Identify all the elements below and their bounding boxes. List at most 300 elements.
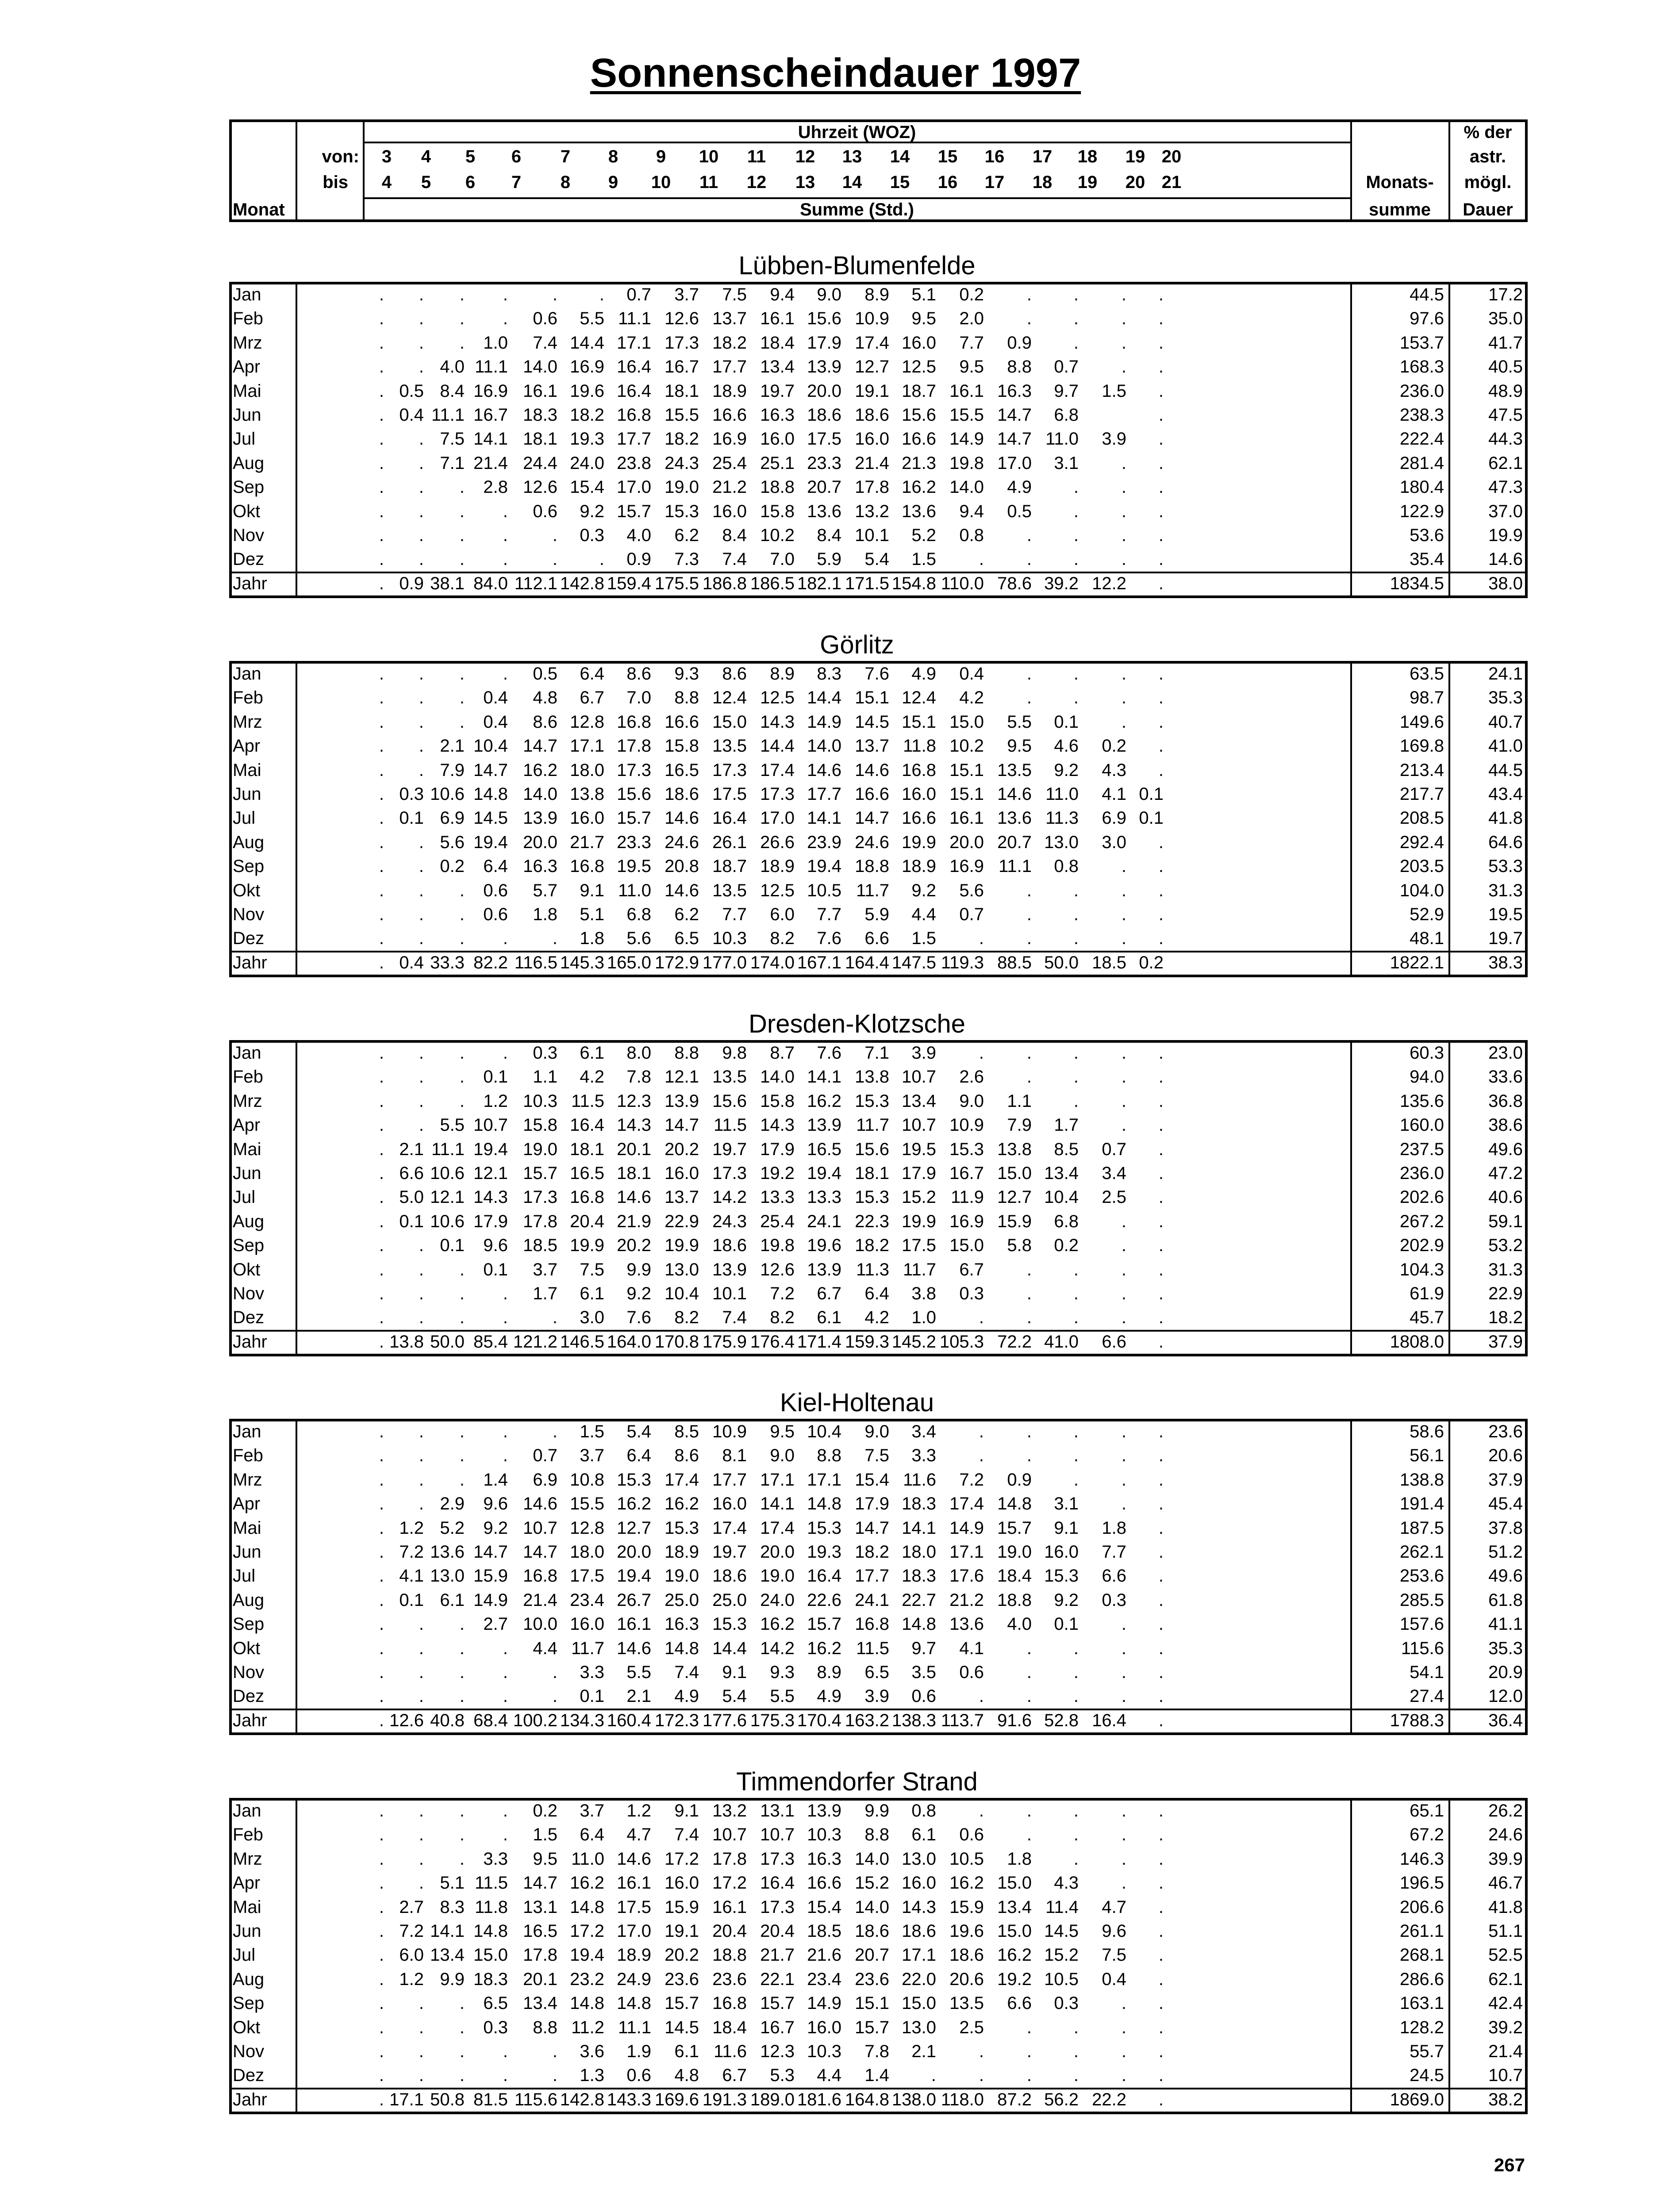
hour-value: . <box>1026 1446 1032 1466</box>
hour-value: 11.1 <box>618 2017 651 2037</box>
percent-value: 38.3 <box>1488 952 1523 972</box>
hour-value: 10.7 <box>760 1825 795 1845</box>
hour-value: . <box>1158 501 1164 521</box>
hour-value: 6.4 <box>864 1284 889 1303</box>
percent-value: 52.5 <box>1488 1945 1523 1965</box>
hour-value: 12.2 <box>1092 573 1126 593</box>
hour-value: 159.3 <box>845 1332 889 1352</box>
hour-value: 16.9 <box>473 381 508 401</box>
hour-value: . <box>1121 309 1126 329</box>
hour-value: . <box>1158 1236 1164 1256</box>
table-divider <box>296 282 297 598</box>
hour-value: 15.9 <box>473 1566 508 1586</box>
hour-value: 6.9 <box>440 808 465 828</box>
hour-value: 23.8 <box>617 453 651 473</box>
hour-value: . <box>379 1945 384 1965</box>
hour-value: 6.1 <box>911 1825 936 1845</box>
hour-value: 14.5 <box>1044 1921 1079 1941</box>
hour-value: 16.3 <box>665 1614 699 1634</box>
hour-value: 24.3 <box>712 1211 747 1231</box>
hour-value: . <box>1121 453 1126 473</box>
hour-value: . <box>503 1825 508 1845</box>
month-label: Mai <box>233 381 261 401</box>
hour-value: . <box>459 1614 465 1634</box>
hour-value: 14.7 <box>523 736 557 756</box>
month-sum: 213.4 <box>1399 760 1444 780</box>
hour-value: . <box>1121 477 1126 497</box>
hour-value: . <box>419 309 424 329</box>
hour-value: 18.2 <box>712 333 747 353</box>
hour-value: 8.3 <box>817 664 841 684</box>
hour-value: 13.4 <box>523 1993 557 2013</box>
hour-value: 16.2 <box>997 1945 1032 1965</box>
hour-value: 16.7 <box>760 2017 795 2037</box>
hour-value: . <box>1158 429 1164 449</box>
hour-value: 4.7 <box>626 1825 651 1845</box>
hour-value: 3.0 <box>1102 832 1126 852</box>
percent-value: 35.3 <box>1488 1638 1523 1658</box>
hour-value: 7.2 <box>399 1921 424 1941</box>
hour-value: 24.1 <box>807 1211 841 1231</box>
hour-value: 68.4 <box>473 1710 508 1730</box>
hour-value: . <box>419 1801 424 1820</box>
hour-value: 7.2 <box>959 1470 984 1490</box>
hour-value: 17.4 <box>760 1518 795 1538</box>
month-label: Feb <box>233 1825 263 1845</box>
hour-value: . <box>1073 880 1079 900</box>
hour-value: . <box>1158 1710 1164 1730</box>
hour-value: 6.9 <box>1102 808 1126 828</box>
hour-value: 0.1 <box>1054 1614 1079 1634</box>
hour-value: 17.4 <box>949 1494 984 1514</box>
percent-value: 49.6 <box>1488 1566 1523 1586</box>
hour-value: 0.6 <box>959 1663 984 1682</box>
hour-value: 5.6 <box>959 880 984 900</box>
hour-value: . <box>459 1686 465 1706</box>
hour-value: 5.5 <box>580 309 604 329</box>
hour-value: 5.0 <box>399 1187 424 1207</box>
month-sum: 63.5 <box>1410 664 1444 684</box>
percent-value: 59.1 <box>1488 1211 1523 1231</box>
hour-to: 9 <box>608 173 618 192</box>
hour-value: 0.1 <box>580 1686 604 1706</box>
hour-value: 143.3 <box>607 2089 651 2109</box>
hour-value: . <box>1158 2066 1164 2085</box>
hour-value: 8.4 <box>440 381 465 401</box>
hour-value: . <box>1158 381 1164 401</box>
hour-value: . <box>379 929 384 949</box>
hour-value: . <box>1121 1067 1126 1087</box>
hour-value: 175.3 <box>750 1710 795 1730</box>
hour-value: 0.3 <box>399 784 424 804</box>
hour-value: . <box>1158 1590 1164 1610</box>
hour-value: . <box>1073 2017 1079 2037</box>
hour-value: 22.6 <box>807 1590 841 1610</box>
hour-value: 9.2 <box>626 1284 651 1303</box>
hour-value: 177.0 <box>702 952 747 972</box>
hour-value: . <box>459 1663 465 1682</box>
hour-value: 84.0 <box>473 573 508 593</box>
hour-value: . <box>459 549 465 569</box>
month-label: Sep <box>233 1993 265 2013</box>
hour-value: 0.2 <box>1139 952 1164 972</box>
hour-value: 6.7 <box>722 2066 747 2085</box>
percent-value: 39.9 <box>1488 1849 1523 1869</box>
table-divider <box>1448 282 1450 598</box>
hour-value: . <box>379 712 384 732</box>
month-label: Jun <box>233 1921 261 1941</box>
hour-value: 15.3 <box>712 1614 747 1634</box>
hour-value: 6.6 <box>1007 1993 1032 2013</box>
hour-value: . <box>379 357 384 377</box>
table-divider <box>1448 1798 1450 2114</box>
hour-value: . <box>599 549 604 569</box>
hour-value: 22.9 <box>665 1211 699 1231</box>
hour-value: . <box>1158 1332 1164 1352</box>
table-divider <box>296 1040 297 1356</box>
hour-value: . <box>1158 1187 1164 1207</box>
hour-value: . <box>379 1801 384 1820</box>
hour-value: . <box>379 453 384 473</box>
hour-value: . <box>1158 2089 1164 2109</box>
hour-value: 16.4 <box>617 381 651 401</box>
hour-value: . <box>1026 1686 1032 1706</box>
hour-value: . <box>1158 573 1164 593</box>
hour-value: . <box>503 1638 508 1658</box>
percent-value: 31.3 <box>1488 1260 1523 1279</box>
hour-value: 0.3 <box>1054 1993 1079 2013</box>
hour-value: 10.9 <box>949 1115 984 1135</box>
hour-value: 19.2 <box>760 1164 795 1183</box>
hour-value: . <box>1026 309 1032 329</box>
hour-value: 2.1 <box>626 1686 651 1706</box>
hour-from: 15 <box>937 147 958 166</box>
hour-value: 21.7 <box>760 1945 795 1965</box>
hour-value: 14.6 <box>665 880 699 900</box>
hour-value: 0.1 <box>399 1211 424 1231</box>
hour-value: 18.6 <box>712 1236 747 1256</box>
hour-value: 16.2 <box>949 1873 984 1893</box>
hour-value: 15.0 <box>473 1945 508 1965</box>
hour-value: . <box>1121 1043 1126 1063</box>
hour-value: 7.4 <box>533 333 557 353</box>
hour-value: 17.3 <box>760 784 795 804</box>
hour-value: 0.9 <box>626 549 651 569</box>
hour-value: 12.7 <box>855 357 889 377</box>
hour-value: . <box>379 2042 384 2061</box>
station-title: Dresden-Klotzsche <box>749 1010 965 1038</box>
hour-value: 0.7 <box>533 1446 557 1466</box>
hour-value: . <box>379 880 384 900</box>
hour-value: . <box>1073 2042 1079 2061</box>
hour-value: 7.3 <box>674 549 699 569</box>
hour-value: 22.0 <box>902 1969 936 1989</box>
hour-value: . <box>459 285 465 304</box>
hour-value: 15.8 <box>760 1091 795 1111</box>
hour-value: 16.1 <box>949 381 984 401</box>
hour-value: . <box>552 285 557 304</box>
hour-value: . <box>1158 905 1164 924</box>
percent-value: 53.2 <box>1488 1236 1523 1256</box>
hour-value: . <box>419 1825 424 1845</box>
hour-value: . <box>1158 1284 1164 1303</box>
hour-value: . <box>552 526 557 545</box>
hour-value: 18.3 <box>473 1969 508 1989</box>
header-pct-2: astr. <box>1469 147 1506 166</box>
hour-value: 16.3 <box>523 856 557 876</box>
hour-value: 18.4 <box>760 333 795 353</box>
hour-value: 0.8 <box>1054 856 1079 876</box>
hour-value: 15.7 <box>617 808 651 828</box>
hour-value: 13.1 <box>523 1897 557 1917</box>
hour-value: . <box>459 1638 465 1658</box>
hour-value: . <box>1121 1091 1126 1111</box>
hour-value: 50.0 <box>1044 952 1079 972</box>
hour-value: . <box>1158 1897 1164 1917</box>
hour-value: 11.5 <box>475 1873 508 1893</box>
hour-value: 15.4 <box>855 1470 889 1490</box>
hour-value: 164.4 <box>845 952 889 972</box>
hour-value: . <box>419 1091 424 1111</box>
hour-value: . <box>979 2066 984 2085</box>
hour-value: 20.8 <box>665 856 699 876</box>
hour-value: 15.8 <box>760 501 795 521</box>
hour-value: 145.2 <box>891 1332 936 1352</box>
hour-value: 2.8 <box>483 477 508 497</box>
hour-value: 13.3 <box>760 1187 795 1207</box>
hour-value: 0.6 <box>959 1825 984 1845</box>
hour-value: 12.3 <box>760 2042 795 2061</box>
hour-value: 9.5 <box>770 1422 795 1441</box>
hour-value: 7.4 <box>722 1308 747 1328</box>
hour-value: 16.2 <box>570 1873 604 1893</box>
hour-value: 6.9 <box>533 1470 557 1490</box>
hour-value: . <box>459 333 465 353</box>
hour-value: 6.2 <box>674 905 699 924</box>
hour-value: 18.6 <box>712 1566 747 1586</box>
percent-value: 24.1 <box>1488 664 1523 684</box>
hour-value: 18.6 <box>665 784 699 804</box>
hour-value: . <box>1121 1993 1126 2013</box>
hour-value: 18.6 <box>855 405 889 425</box>
hour-value: 1.2 <box>626 1801 651 1820</box>
hour-value: 21.4 <box>855 453 889 473</box>
hour-value: 11.3 <box>1045 808 1079 828</box>
hour-value: . <box>1158 929 1164 949</box>
hour-value: . <box>379 1825 384 1845</box>
hour-value: . <box>419 453 424 473</box>
hour-value: . <box>979 929 984 949</box>
hour-value: 13.0 <box>665 1260 699 1279</box>
hour-value: 189.0 <box>750 2089 795 2109</box>
hour-value: 0.1 <box>399 1590 424 1610</box>
percent-value: 41.1 <box>1488 1614 1523 1634</box>
hour-value: 6.7 <box>817 1284 841 1303</box>
hour-value: . <box>552 1308 557 1328</box>
hour-value: 2.0 <box>959 309 984 329</box>
hour-value: 14.9 <box>807 1993 841 2013</box>
header-pct-3: mögl. <box>1464 173 1512 192</box>
hour-value: 16.2 <box>902 477 936 497</box>
month-label: Feb <box>233 309 263 329</box>
hour-value: 19.4 <box>473 1139 508 1159</box>
month-label: Jan <box>233 285 261 304</box>
hour-value: 6.5 <box>483 1993 508 2013</box>
hour-value: . <box>1121 1260 1126 1279</box>
hour-value: 17.3 <box>712 1164 747 1183</box>
hour-value: 1.1 <box>533 1067 557 1087</box>
hour-value: 14.0 <box>523 784 557 804</box>
hour-value: . <box>1026 549 1032 569</box>
hour-value: 0.3 <box>1102 1590 1126 1610</box>
hour-value: 12.5 <box>760 880 795 900</box>
hour-value: . <box>1158 1115 1164 1135</box>
hour-value: 186.5 <box>750 573 795 593</box>
month-label: Jul <box>233 808 256 828</box>
hour-value: 10.5 <box>1044 1969 1079 1989</box>
hour-value: 14.8 <box>473 784 508 804</box>
hour-value: . <box>1121 1873 1126 1893</box>
hour-value: . <box>1158 453 1164 473</box>
hour-value: 3.3 <box>911 1446 936 1466</box>
hour-value: . <box>379 333 384 353</box>
hour-value: 20.7 <box>807 477 841 497</box>
month-sum: 53.6 <box>1410 526 1444 545</box>
hour-value: 8.4 <box>817 526 841 545</box>
table-divider <box>1350 1419 1352 1735</box>
month-sum: 163.1 <box>1399 1993 1444 2013</box>
hour-value: 14.6 <box>523 1494 557 1514</box>
hour-value: 16.5 <box>523 1921 557 1941</box>
hour-value: 14.6 <box>855 760 889 780</box>
hour-value: 3.0 <box>580 1308 604 1328</box>
month-label: Dez <box>233 549 265 569</box>
hour-value: 9.0 <box>864 1422 889 1441</box>
hour-to: 17 <box>984 173 1005 192</box>
hour-value: 16.7 <box>665 357 699 377</box>
hour-value: 24.4 <box>523 453 557 473</box>
hour-value: 6.1 <box>580 1284 604 1303</box>
hour-value: 0.3 <box>580 526 604 545</box>
month-sum: 238.3 <box>1399 405 1444 425</box>
hour-value: 8.2 <box>770 1308 795 1328</box>
hour-value: . <box>503 1663 508 1682</box>
hour-value: 7.5 <box>1102 1945 1126 1965</box>
month-label: Okt <box>233 501 261 521</box>
percent-value: 43.4 <box>1488 784 1523 804</box>
hour-value: 16.6 <box>902 429 936 449</box>
hour-to: 6 <box>465 173 476 192</box>
month-label: Nov <box>233 526 265 545</box>
hour-value: 5.5 <box>770 1686 795 1706</box>
hour-value: 14.7 <box>523 1542 557 1562</box>
hour-value: . <box>1073 1663 1079 1682</box>
hour-value: 4.3 <box>1054 1873 1079 1893</box>
hour-value: 175.5 <box>654 573 699 593</box>
hour-value: 14.9 <box>949 429 984 449</box>
hour-value: 12.8 <box>570 1518 604 1538</box>
hour-value: 20.2 <box>665 1945 699 1965</box>
hour-value: . <box>379 736 384 756</box>
hour-value: 17.3 <box>712 760 747 780</box>
hour-value: . <box>379 952 384 972</box>
hour-value: . <box>459 526 465 545</box>
hour-value: 18.4 <box>997 1566 1032 1586</box>
hour-value: 4.4 <box>911 905 936 924</box>
hour-value: 19.9 <box>902 832 936 852</box>
hour-value: . <box>1026 1284 1032 1303</box>
hour-value: . <box>379 1663 384 1682</box>
hour-value: 1.5 <box>911 929 936 949</box>
month-sum: 67.2 <box>1410 1825 1444 1845</box>
hour-value: 85.4 <box>473 1332 508 1352</box>
percent-value: 10.7 <box>1488 2066 1523 2085</box>
hour-value: . <box>1073 1801 1079 1820</box>
hour-value: 0.7 <box>626 285 651 304</box>
hour-value: 4.1 <box>1102 784 1126 804</box>
hour-value: . <box>1026 2042 1032 2061</box>
hour-value: 16.2 <box>617 1494 651 1514</box>
hour-value: 1.9 <box>626 2042 651 2061</box>
hour-value: 16.0 <box>855 429 889 449</box>
hour-value: 0.4 <box>959 664 984 684</box>
month-sum: 217.7 <box>1399 784 1444 804</box>
hour-value: . <box>1026 1308 1032 1328</box>
hour-value: 0.4 <box>483 712 508 732</box>
hour-value: 1.8 <box>533 905 557 924</box>
hour-value: 2.9 <box>440 1494 465 1514</box>
hour-value: 18.8 <box>855 856 889 876</box>
hour-value: 18.7 <box>902 381 936 401</box>
hour-value: 16.0 <box>902 333 936 353</box>
hour-value: 13.9 <box>807 1260 841 1279</box>
hour-value: 14.6 <box>617 1187 651 1207</box>
hour-value: . <box>379 1308 384 1328</box>
hour-value: . <box>503 549 508 569</box>
hour-value: 16.1 <box>617 1873 651 1893</box>
hour-value: . <box>419 832 424 852</box>
hour-value: . <box>379 664 384 684</box>
hour-value: . <box>503 285 508 304</box>
hour-value: . <box>1121 664 1126 684</box>
hour-value: 18.9 <box>760 856 795 876</box>
hour-value: 17.5 <box>902 1236 936 1256</box>
hour-value: . <box>1026 880 1032 900</box>
month-sum: 104.3 <box>1399 1260 1444 1279</box>
month-sum: 97.6 <box>1410 309 1444 329</box>
hour-value: 7.0 <box>626 688 651 708</box>
hour-value: . <box>1121 1308 1126 1328</box>
hour-value: 16.5 <box>807 1139 841 1159</box>
hour-value: 174.0 <box>750 952 795 972</box>
hour-value: 78.6 <box>997 573 1032 593</box>
hour-value: 13.5 <box>712 1067 747 1087</box>
hour-value: 16.8 <box>902 760 936 780</box>
hour-value: 18.6 <box>855 1921 889 1941</box>
month-label: Jun <box>233 1164 261 1183</box>
hour-value: . <box>379 1091 384 1111</box>
percent-value: 51.2 <box>1488 1542 1523 1562</box>
hour-value: 7.1 <box>864 1043 889 1063</box>
hour-value: 14.5 <box>855 712 889 732</box>
hour-value: 11.2 <box>571 2017 604 2037</box>
hour-value: 7.6 <box>864 664 889 684</box>
hour-value: . <box>379 1897 384 1917</box>
hour-value: 21.4 <box>473 453 508 473</box>
hour-value: 8.8 <box>674 1043 699 1063</box>
hour-value: . <box>1121 929 1126 949</box>
hour-to: 14 <box>842 173 862 192</box>
